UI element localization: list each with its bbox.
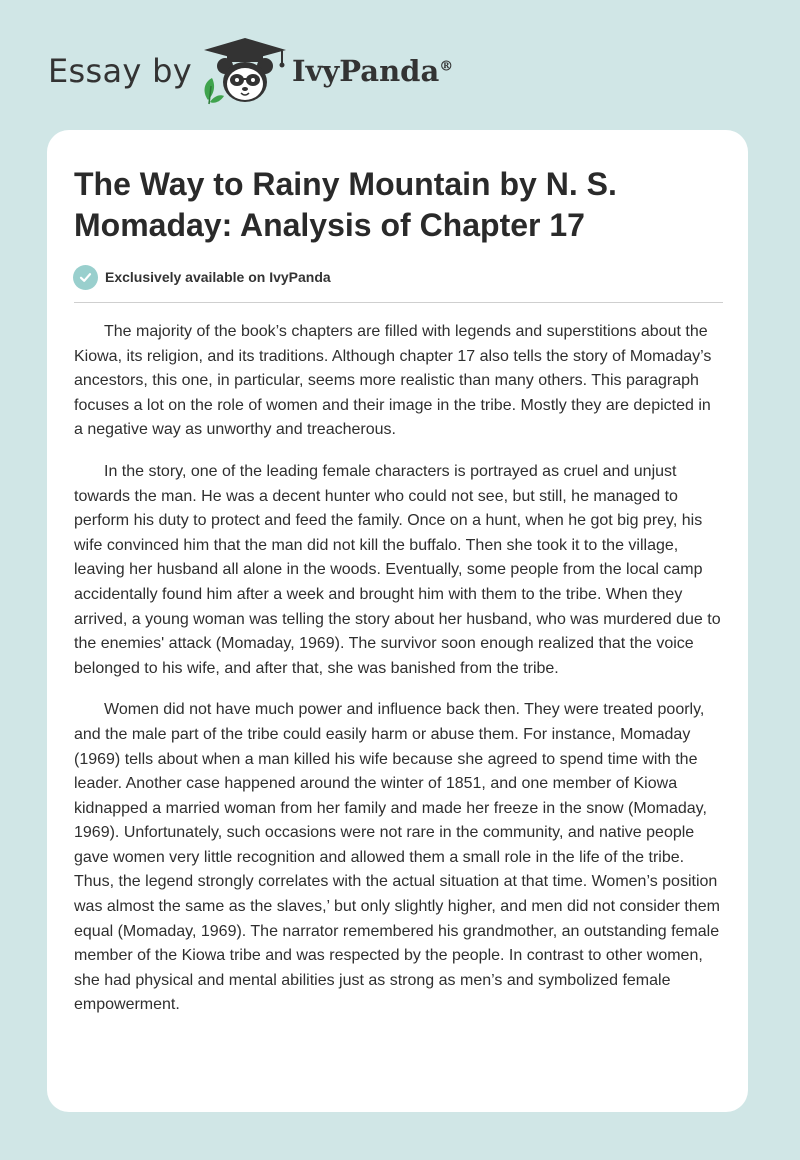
brand-name[interactable]: IvyPanda®: [292, 54, 454, 88]
page-title: The Way to Rainy Mountain by N. S. Momaday: Analysis of Chapter 17: [74, 166, 617, 243]
badge-label: Exclusively available on IvyPanda: [105, 269, 331, 285]
registered-mark: ®: [439, 58, 454, 75]
paragraph: In the story, one of the leading female characters is portrayed as cruel and unjust towards the man. He was a decent hunter who could not see, but still, he managed to perform his duty to protect and feed the family. Once on a hunt, when he got big prey, his wife convinced him that the man did not kill the buffalo. Then she took it to the village, leaving her husband all alone in the woods. Eventually, some people from the local camp accidentally found him after a week and brought him with them to the tribe. When they arrived, a young woman was telling the story about her husband, who was murdered due to the enemies' attack (Momaday, 1969). The survivor soon enough realized that the voice belonged to his wife, and after that, she was banished from the tribe.: [74, 462, 721, 677]
panda-logo-icon[interactable]: [200, 36, 290, 108]
check-icon: [73, 265, 98, 290]
essay-card: [47, 130, 748, 1112]
paragraph: The majority of the book’s chapters are filled with legends and superstitions about the Kiowa, its religion, and its traditions. Although chapter 17 also tells the story of Momaday’s ancestors, this one, in particular, seems more realistic than many others. This paragraph focuses a lot on the role of women and their image in the tribe. Mostly they are depicted in a negative way as unworthy and treacherous.: [74, 323, 712, 439]
site-header: [48, 36, 468, 108]
brand-prefix: Essay by: [48, 52, 192, 90]
divider: [74, 302, 723, 303]
paragraph: Women did not have much power and influence back then. They were treated poorly, and the male part of the tribe could easily harm or abuse them. For instance, Momaday (1969) tells about when a man killed his wife because she agreed to spend time with the leader. Another case happened around the winter of 1851, and one member of Kiowa kidnapped a married woman from her family and made her freeze in the snow (Momaday, 1969). Unfortunately, such occasions were not rare in the community, and native people gave women very little recognition and allowed them a small role in the life of the tribe. Thus, the legend strongly correlates with the actual situation at that time. Women’s position was almost the same as the slaves,’ but only slightly higher, and men did not consider them equal (Momaday, 1969). The narrator remembered his grandmother, an outstanding female member of the Kiowa tribe and was respected by the people. In contrast to other women, she had physical and mental abilities just as strong as men’s and symbolized female empowerment.: [74, 701, 720, 1014]
essay-body: [74, 320, 724, 1035]
exclusive-badge: [73, 263, 331, 291]
